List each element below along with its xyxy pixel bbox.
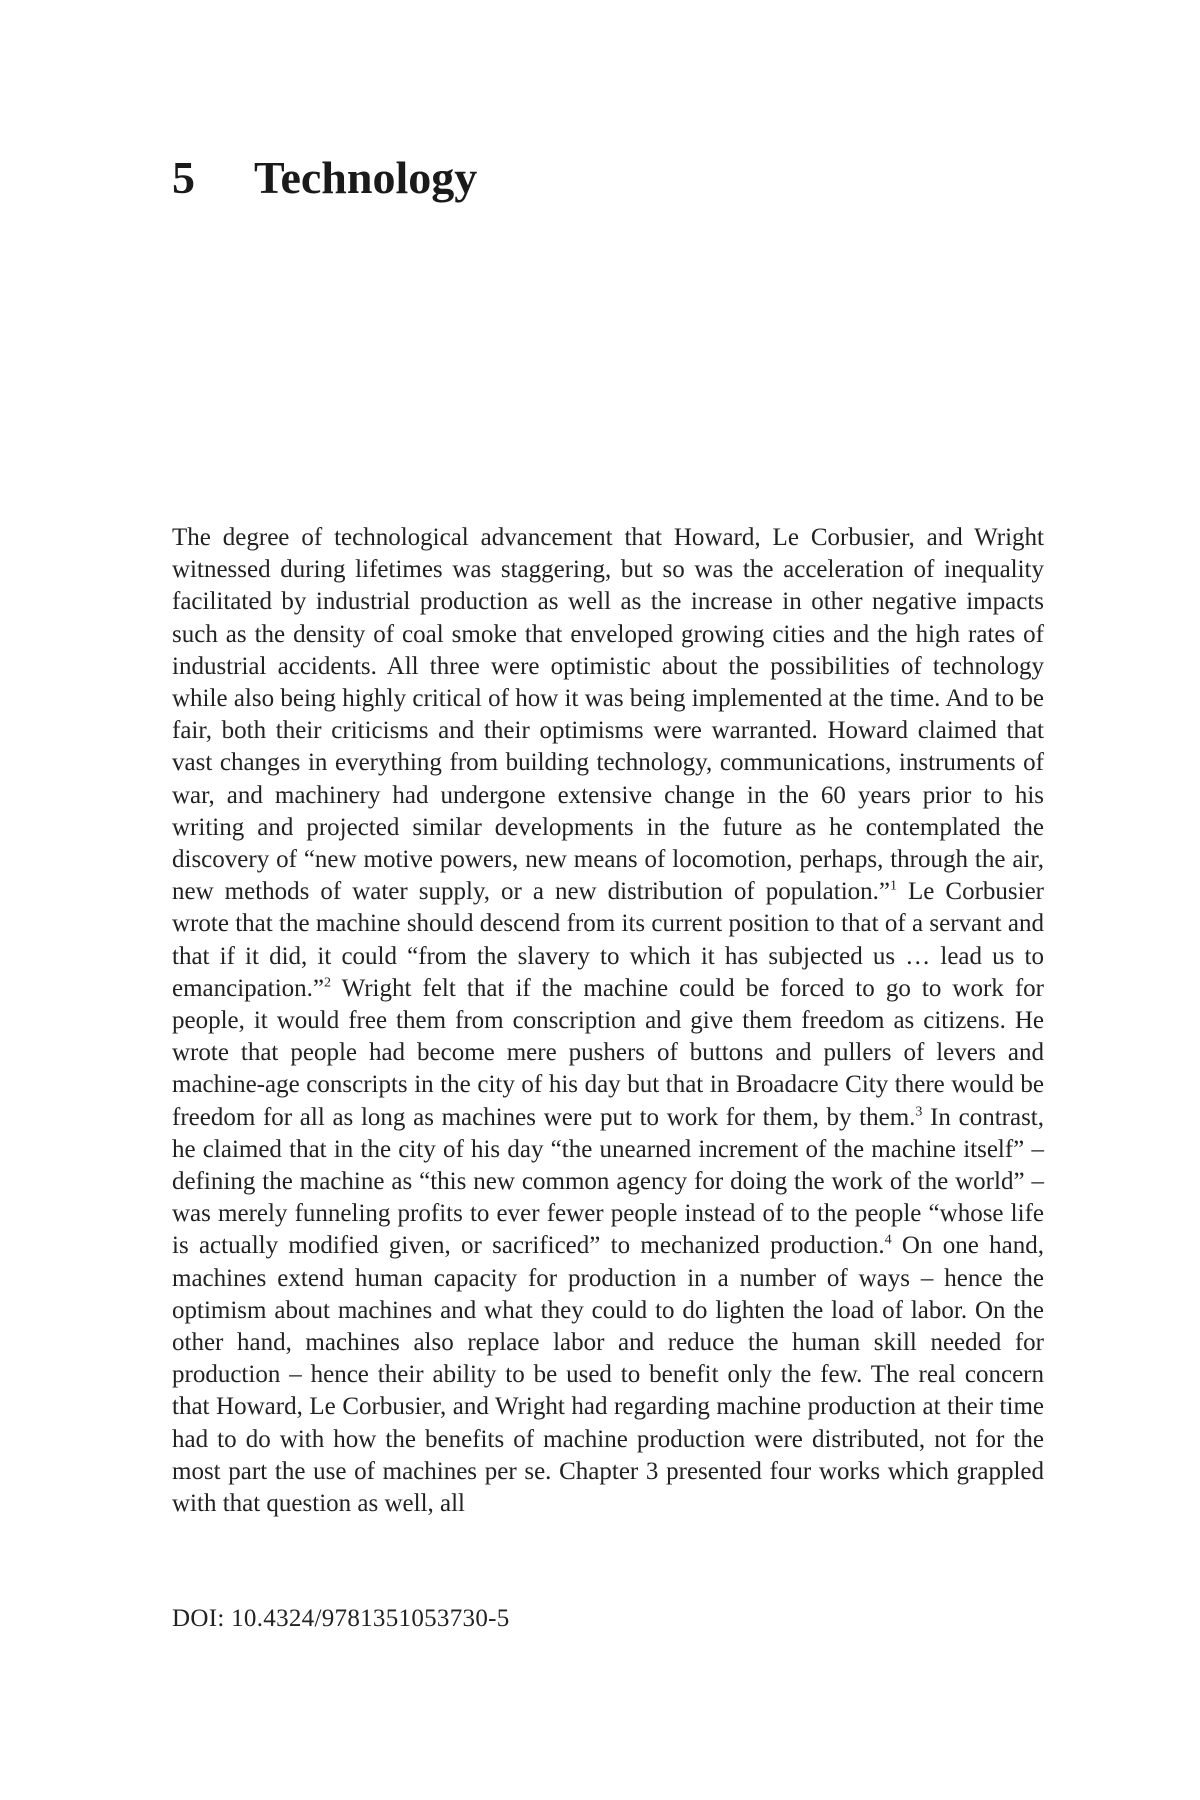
body-text-segment-2: Le Corbusier wrote that the machine should descend from its current position to that of a servant and that if it did, it could “from the slavery to which it has subjected us … lead us to emancipation.” bbox=[172, 878, 1044, 1002]
body-text-segment-5: On one hand, machines extend human capacity for production in a number of ways – hence the optimism about machines and what they could to do lighten the load of labor. On the other hand, machines also replace labor and reduce the human skill needed for production – hence their ability to be used to benefit only the few. The real concern that Howard, Le Corbusier, and Wright had regarding machine production at their time had to do with how the benefits of machine production were distributed, not for the most part the use of machines per se. Chapter 3 presented four works which grappled with that question as well, all bbox=[172, 1232, 1045, 1518]
body-text-segment-1: The degree of technological advancement that Howard, Le Corbusier, and Wright witnessed during lifetimes was staggering, but so was the acceleration of inequality facilitated by industrial production as well as the increase in other negative impacts such as the density of coal smoke that enveloped growing cities and the high rates of industrial accidents. All three were optimistic about the possibilities of technology while also being highly critical of how it was being implemented at the time. And to be fair, both their criticisms and their optimisms were warranted. Howard claimed that vast changes in everything from building technology, communications, instruments of war, and machinery had undergone extensive change in the 60 years prior to his writing and projected similar developments in the future as he contemplated the discovery of “new motive powers, new means of locomotion, perhaps, through the air, new methods of water supply, or a new distribution of population.” bbox=[172, 524, 1044, 906]
chapter-title: Technology bbox=[254, 152, 478, 203]
body-paragraph bbox=[172, 522, 1044, 1520]
footnote-marker-1[interactable]: 1 bbox=[890, 878, 898, 894]
footnote-marker-4[interactable]: 4 bbox=[884, 1233, 892, 1249]
doi-footer: DOI: 10.4324/9781351053730-5 bbox=[172, 1605, 510, 1632]
chapter-number: 5 bbox=[172, 152, 195, 203]
chapter-heading bbox=[172, 150, 477, 206]
body-text-segment-4: In contrast, he claimed that in the city of his day “the unearned increment of the machine itself” – defining the machine as “this new common agency for doing the work of the world” – was merely funneling profits to ever fewer people instead of to the people “whose life is actually modified given, or sacrificed” to mechanized production. bbox=[172, 1103, 1044, 1260]
footnote-marker-2[interactable]: 2 bbox=[324, 975, 332, 991]
body-text-segment-3: Wright felt that if the machine could be forced to go to work for people, it would free them from conscription and give them freedom as citizens. He wrote that people had become mere pushers of buttons and pullers of levers and machine-age conscripts in the city of his day but that in Broadacre City there would be freedom for all as long as machines were put to work for them, by them. bbox=[172, 974, 1044, 1131]
footnote-marker-3[interactable]: 3 bbox=[915, 1104, 923, 1120]
